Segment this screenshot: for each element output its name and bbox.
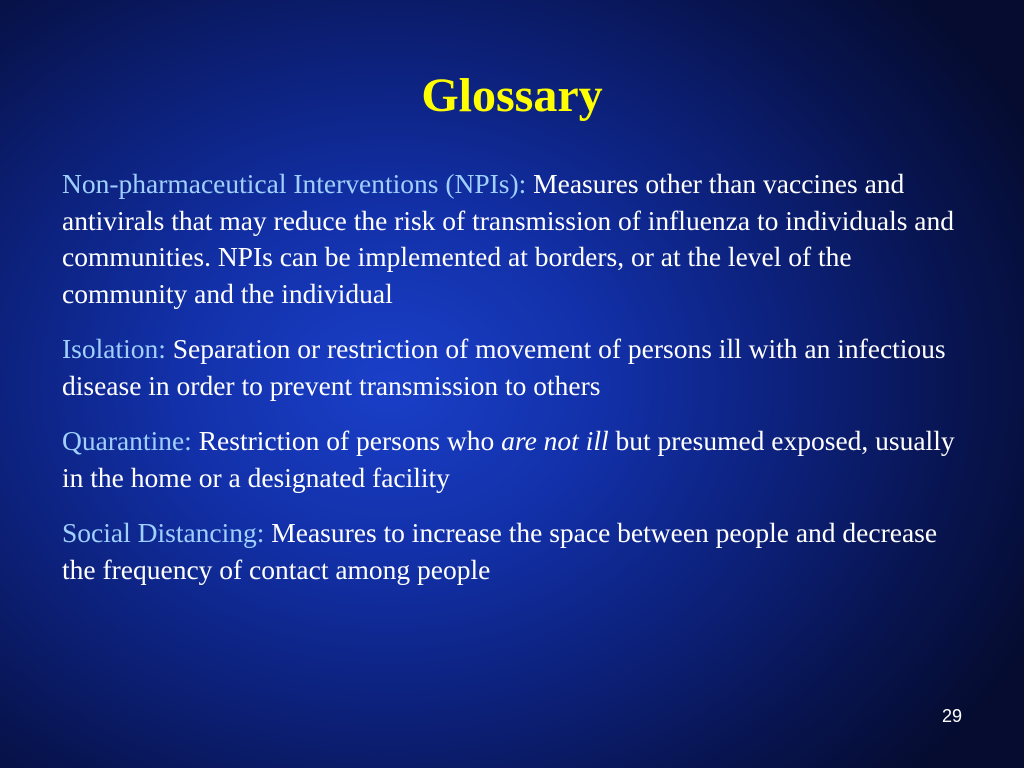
glossary-entry-npis	[62, 166, 962, 312]
glossary-definition: Measures to increase the space between people and decrease the frequency of contact among people	[62, 517, 938, 585]
glossary-entry-quarantine	[62, 423, 962, 496]
glossary-term: Social Distancing:	[62, 517, 265, 548]
glossary-definition-end: but presumed exposed, usually in the home or a designated facility	[62, 425, 955, 493]
glossary-definition: Separation or restriction of movement of persons ill with an infectious disease in order to prevent transmission to others	[62, 333, 946, 401]
glossary-term: Isolation:	[62, 333, 166, 364]
glossary-definition-emphasis: are not ill	[501, 425, 609, 456]
glossary-term: Non-pharmaceutical Interventions (NPIs):	[62, 168, 527, 199]
glossary-definition: Measures other than vaccines and antivirals that may reduce the risk of transmission of influenza to individuals and communities. NPIs can be implemented at borders, or at the level of the community and the individual	[62, 168, 955, 309]
glossary-entry-isolation	[62, 331, 962, 404]
page-number: 29	[941, 706, 962, 726]
slide-title: Glossary	[421, 69, 603, 122]
glossary-list	[62, 166, 962, 607]
glossary-term: Quarantine:	[62, 425, 192, 456]
glossary-entry-social-distancing	[62, 515, 962, 588]
glossary-definition-start: Restriction of persons who	[198, 425, 495, 456]
